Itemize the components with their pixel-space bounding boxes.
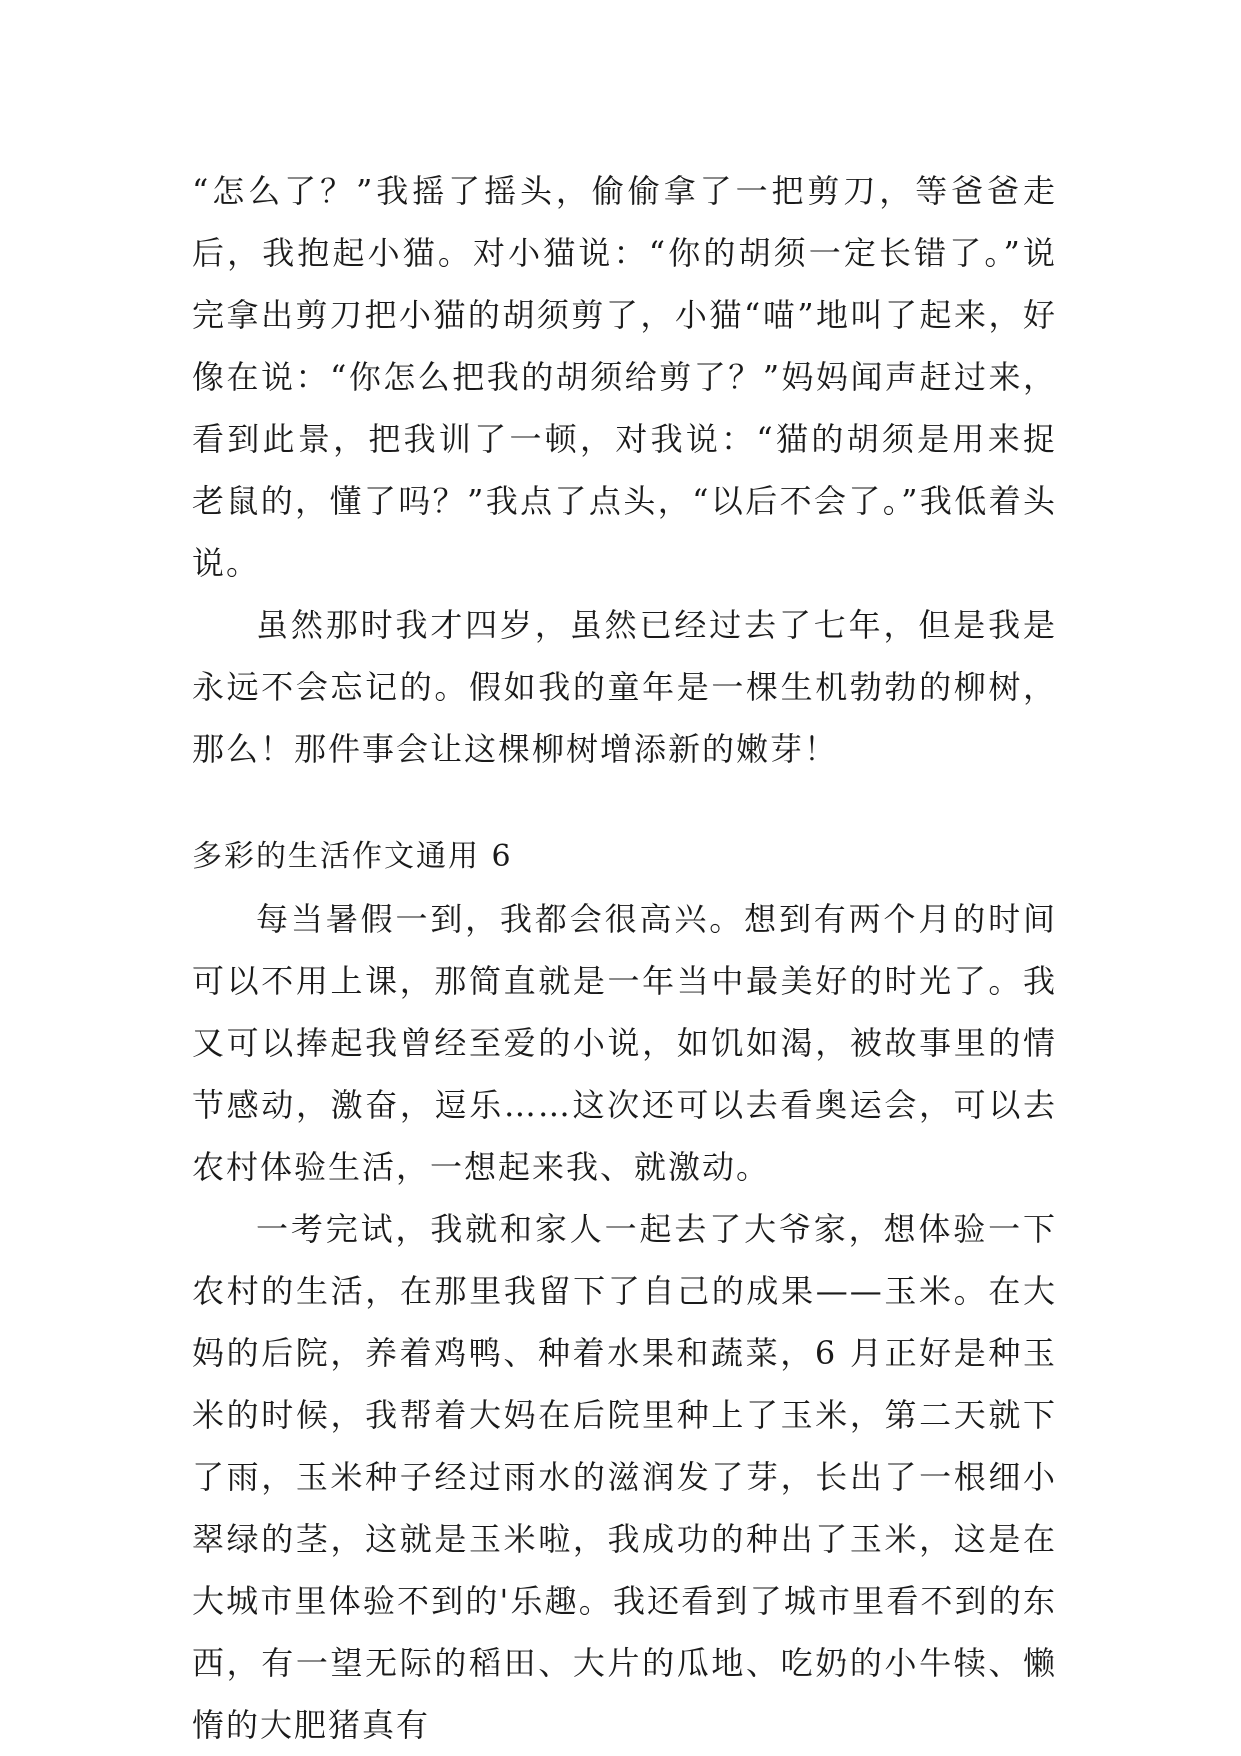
paragraph-countryside-corn: 一考完试，我就和家人一起去了大爷家，想体验一下农村的生活，在那里我留下了自己的成果——玉米。在大妈的后院，养着鸡鸭、种着水果和蔬菜，6 月正好是种玉米的时候，我帮着大妈在后院里种上了玉米，第二天就下了雨，玉米种子经过雨水的滋润发了芽，长出了一根细小翠绿的茎，这就是玉米啦，我成功的种出了玉米，这是在大城市里体验不到的'乐趣。我还看到了城市里看不到的东西，有一望无际的稻田、大片的瓜地、吃奶的小牛犊、懒惰的大肥猪真有 <box>192 1210 1057 1744</box>
paragraph-cat-whiskers: “怎么了？”我摇了摇头，偷偷拿了一把剪刀，等爸爸走后，我抱起小猫。对小猫说：“你的胡须一定长错了。”说完拿出剪刀把小猫的胡须剪了，小猫“喵”地叫了起来，好像在说：“你怎么把我的胡须给剪了？”妈妈闻声赶过来，看到此景，把我训了一顿，对我说：“猫的胡须是用来捉老鼠的，懂了吗？”我点了点头，“以后不会了。”我低着头说。 <box>192 172 1057 582</box>
paragraph-summer-vacation: 每当暑假一到，我都会很高兴。想到有两个月的时间可以不用上课，那简直就是一年当中最美好的时光了。我又可以捧起我曾经至爱的小说，如饥如渴，被故事里的情节感动，激奋，逗乐……这次还可以去看奥运会，可以去农村体验生活，一想起来我、就激动。 <box>192 900 1057 1186</box>
paragraph-childhood-memory: 虽然那时我才四岁，虽然已经过去了七年，但是我是永远不会忘记的。假如我的童年是一棵生机勃勃的柳树，那么！那件事会让这棵柳树增添新的嫩芽！ <box>192 606 1057 768</box>
document-body <box>192 160 1057 1756</box>
section-title: 多彩的生活作文通用 6 <box>192 839 513 874</box>
